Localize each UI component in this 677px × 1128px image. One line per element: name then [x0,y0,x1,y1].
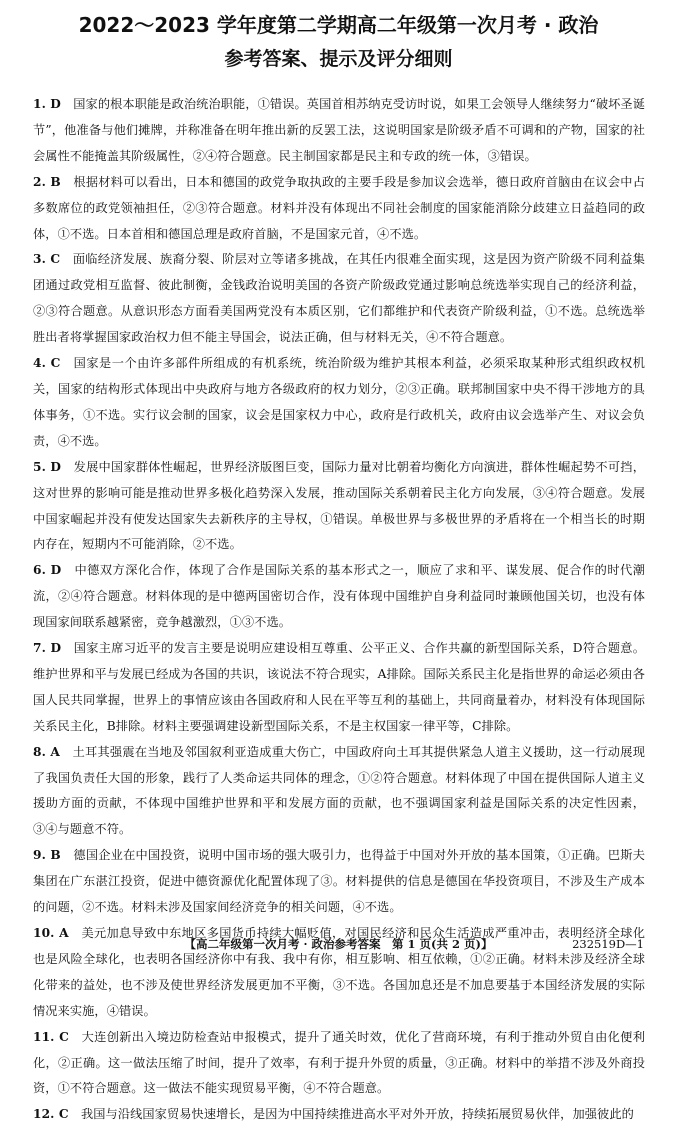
answer-number: 10. A [33,926,69,940]
answer-explanation: 国家的根本职能是政治统治职能，①错误。英国首相苏纳克受访时说，如果工会领导人继续努力“破坏圣诞节”，他准备与他们摊牌，并称准备在明年推出新的反罢工法，这说明国家是阶级矛盾不可调和的产物，国家的社会属性不能掩盖其阶级属性，②④符合题意。民主制国家都是民主和专政的统一体，③错误。 [33,97,645,163]
footer-page-info: 【高二年级第一次月考 · 政治参考答案 第 1 页(共 2 页)】 [184,937,493,951]
answer-item [33,92,645,170]
document-subtitle: 参考答案、提示及评分细则 [224,48,453,70]
answer-number: 12. C [33,1107,69,1122]
answer-number: 2. B [33,174,61,189]
answer-item [33,558,645,636]
answer-item [33,1102,645,1128]
footer-doc-code: 232519D—1 [572,937,644,951]
answer-explanation: 德国企业在中国投资，说明中国市场的强大吸引力，也得益于中国对外开放的基本国策，①正确。巴斯夫集团在广东湛江投资，促进中德资源优化配置体现了③。材料提供的信息是德国在华投资项目，不涉及生产成本的问题，②不选。材料未涉及国家间经济竞争的相关问题，④不选。 [33,848,645,915]
answer-number: 5. D [33,459,62,474]
answer-explanation: 美元加息导致中东地区多国货币持续大幅贬值，对国民经济和民众生活造成严重冲击，表明经济全球化也是风险全球化，也表明各国经济你中有我、我中有你，相互影响、相互依赖，①②正确。材料未涉及经济全球化带来的益处，也不涉及使世界经济发展更加不平衡，③不选。各国加息还是不加息要基于本国经济发展的实际情况来实施，④错误。 [33,926,646,1018]
answer-number: 8. A [33,744,60,759]
answer-number: 6. D [33,563,62,578]
answer-item [33,636,645,740]
answer-item [33,740,645,844]
answer-explanation: 国家主席习近平的发言主要是说明应建设相互尊重、公平正义、合作共赢的新型国际关系，D符合题意。维护世界和平与发展已经成为各国的共识，该说法不符合现实，A排除。国际关系民主化是指世界的命运必须由各国人民共同掌握，世界上的事情应该由各国政府和人民在平等互利的基础上，共同商量着办，材料没有体现国际关系民主化，B排除。材料主要强调建设新型国际关系，不是主权国家一律平等，C排除。 [33,641,645,733]
answer-number: 9. B [33,848,61,863]
answer-explanation: 面临经济发展、族裔分裂、阶层对立等诸多挑战，在其任内很难全面实现，这是因为资产阶级不同利益集团通过政党相互监督、彼此制衡，金钱政治说明美国的各资产阶级政党通过影响总统选举实现自己的经济利益，②③符合题意。从意识形态方面看美国两党没有本质区别，它们都维护和代表资产阶级利益，①不选。总统选举胜出者将掌握国家政治权力但不能主导国会，说法正确，但与材料无关，④不符合题意。 [33,252,645,345]
answer-number: 3. C [33,252,61,267]
answer-explanation: 土耳其强震在当地及邻国叙利亚造成重大伤亡，中国政府向土耳其提供紧急人道主义援助，这一行动展现了我国负责任大国的形象，践行了人类命运共同体的理念，①②符合题意。材料体现了中国在提供国际人道主义援助方面的贡献，不体现中国维护世界和平和发展方面的贡献，也不强调国家利益是国际关系的决定性因素，③④与题意不符。 [33,744,645,837]
answer-number: 4. C [33,356,61,371]
answer-item [33,247,645,351]
answer-explanation: 我国与沿线国家贸易快速增长，是因为中国持续推进高水平对外开放，持续拓展贸易伙伴，加强彼此的 [80,1107,634,1122]
answer-explanation: 国家是一个由许多部件所组成的有机系统，统治阶级为维护其根本利益，必须采取某种形式组织政权机关，国家的结构形式体现出中央政府与地方各级政府的权力划分，②③正确。联邦制国家中央不得干涉地方的具体事务，①不选。实行议会制的国家，议会是国家权力中心，政府是行政机关，政府由议会选举产生、对议会负责，④不选。 [33,356,646,448]
answer-explanation: 大连创新出入境边防检查站申报模式，提升了通关时效，优化了营商环境，有利于推动外贸自由化便利化，②正确。这一做法压缩了时间，提升了效率，有利于提升外贸的质量，③正确。材料中的举措不涉及外商投资，①不符合题意。这一做法不能实现贸易平衡，④不符合题意。 [33,1029,645,1096]
document-title: 2022～2023 学年度第二学期高二年级第一次月考 · 政治 [78,13,599,37]
answer-item [33,1025,645,1103]
answer-item [33,170,645,248]
answer-list [33,92,645,1128]
answer-item [33,843,645,921]
answer-number: 1. D [33,97,61,111]
answer-number: 11. C [33,1029,69,1044]
answer-explanation: 根据材料可以看出，日本和德国的政党争取执政的主要手段是参加议会选举，德日政府首脑由在议会中占多数席位的政党领袖担任，②③符合题意。材料并没有体现出不同社会制度的国家能消除分歧建立日益趋同的政体，①不选。日本首相和德国总理是政府首脑，不是国家元首，④不选。 [33,174,645,241]
answer-number: 7. D [33,641,62,656]
answer-item [33,455,645,559]
answer-explanation: 中德双方深化合作，体现了合作是国际关系的基本形式之一，顺应了求和平、谋发展、促合作的时代潮流，②④符合题意。材料体现的是中德两国密切合作，没有体现中国维护自身利益同时兼顾他国关切，也没有体现国家间联系越紧密，竞争越激烈，①③不选。 [33,563,646,630]
answer-explanation: 发展中国家群体性崛起，世界经济版图巨变，国际力量对比朝着均衡化方向演进，群体性崛起势不可挡，这对世界的影响可能是推动世界多极化趋势深入发展，推动国际关系朝着民主化方向发展，③④符合题意。发展中国家崛起并没有使发达国家失去新秩序的主导权，①错误。单极世界与多极世界的矛盾将在一个相当长的时期内存在，短期内不可能消除，②不选。 [33,459,645,552]
answer-item [33,351,645,455]
